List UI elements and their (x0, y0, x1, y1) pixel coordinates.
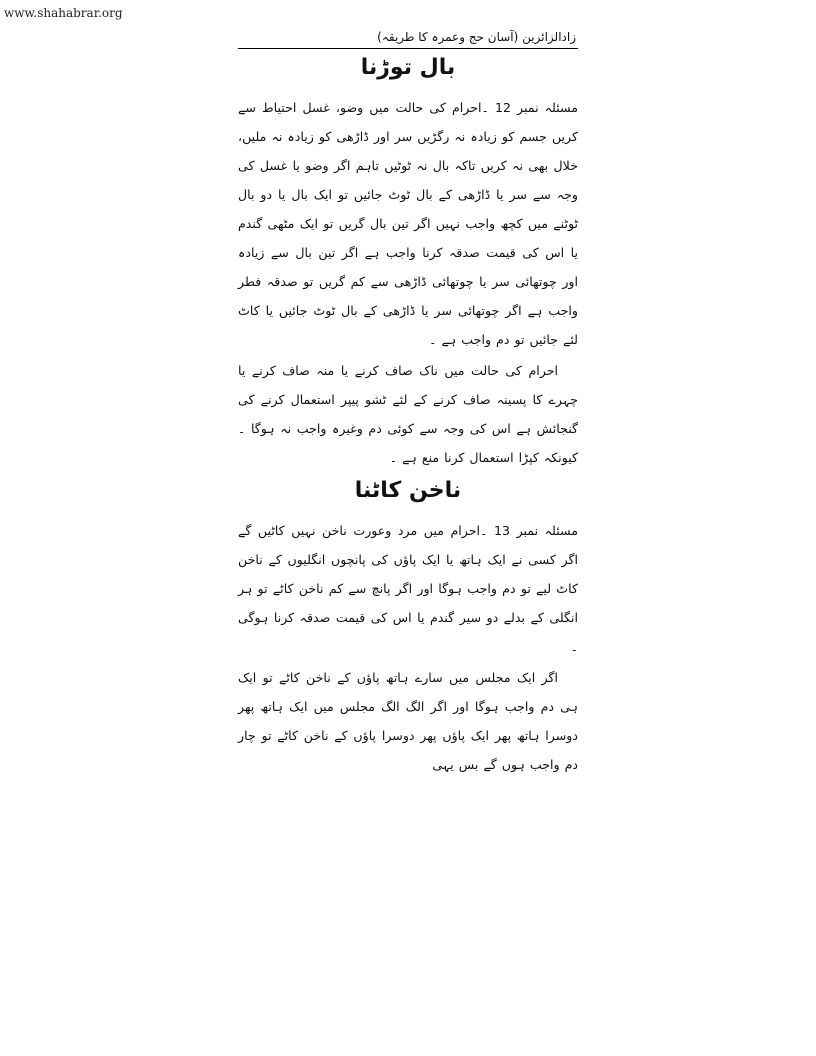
paragraph: اگر ایک مجلس میں سارے ہاتھ پاؤں کے ناخن کاٹے تو ایک ہی دم واجب ہوگا اور اگر الگ الگ مجلس میں ایک ہاتھ پھر دوسرا ہاتھ پھر ایک پاؤں پھر دوسرا پاؤں کے ناخن کاٹے تو چار دم واجب ہوں گے بس یہی (238, 670, 578, 772)
section-heading: بال توڑنا (360, 55, 456, 80)
paragraph: مسئلہ نمبر 12 ۔احرام کی حالت میں وضو، غسل احتیاط سے کریں جسم کو زیادہ نہ رگڑیں سر اور ڈاڑھی کو زیادہ نہ ملیں، خلال بھی نہ کریں تاکہ بال نہ ٹوٹیں تاہم اگر وضو یا غسل کی وجہ سے سر یا ڈاڑھی کے بال ٹوٹ جائیں تو ایک بال یا دو بال ٹوٹنے میں کچھ واجب نہیں اگر تین بال گریں تو ایک مٹھی گندم یا اس کی قیمت صدقہ کرنا واجب ہے اگر تین بال سے زیادہ اور چوتھائی سر یا چوتھائی ڈاڑھی سے کم گریں تو صدقہ فطر واجب ہے اگر چوتھائی سر یا ڈاڑھی کے بال ٹوٹ جائیں یا کاٹ لئے جائیں تو دم واجب ہے ۔ (238, 100, 578, 347)
section-heading: ناخن کاٹنا (354, 478, 462, 503)
paragraph: احرام کی حالت میں ناک صاف کرنے یا منہ صاف کرنے یا چہرے کا پسینہ صاف کرنے کے لئے ٹشو پیپر استعمال کرنے کی گنجائش ہے اس کی وجہ سے کوئی دم وغیرہ واجب نہ ہوگا ۔کیونکہ کپڑا استعمال کرنا منع ہے ۔ (238, 363, 578, 465)
running-header: زادالزائرین (آسان حج وعمرہ کا طریقہ) (238, 26, 578, 49)
site-url: www.shahabrar.org (4, 6, 123, 20)
section-hair (238, 53, 578, 472)
section-nails (238, 476, 578, 779)
document-page (238, 26, 578, 781)
paragraph: مسئلہ نمبر 13 ۔احرام میں مرد وعورت ناخن نہیں کاٹیں گے اگر کسی نے ایک ہاتھ یا ایک پاؤں کی پانچوں انگلیوں کے ناخن کاٹ لیے تو دم واجب ہوگا اور اگر پانچ سے کم ناخن کاٹے تو ہر انگلی کے بدلے دو سیر گندم یا اس کی قیمت صدقہ کرنا ہوگی ۔ (238, 523, 578, 654)
